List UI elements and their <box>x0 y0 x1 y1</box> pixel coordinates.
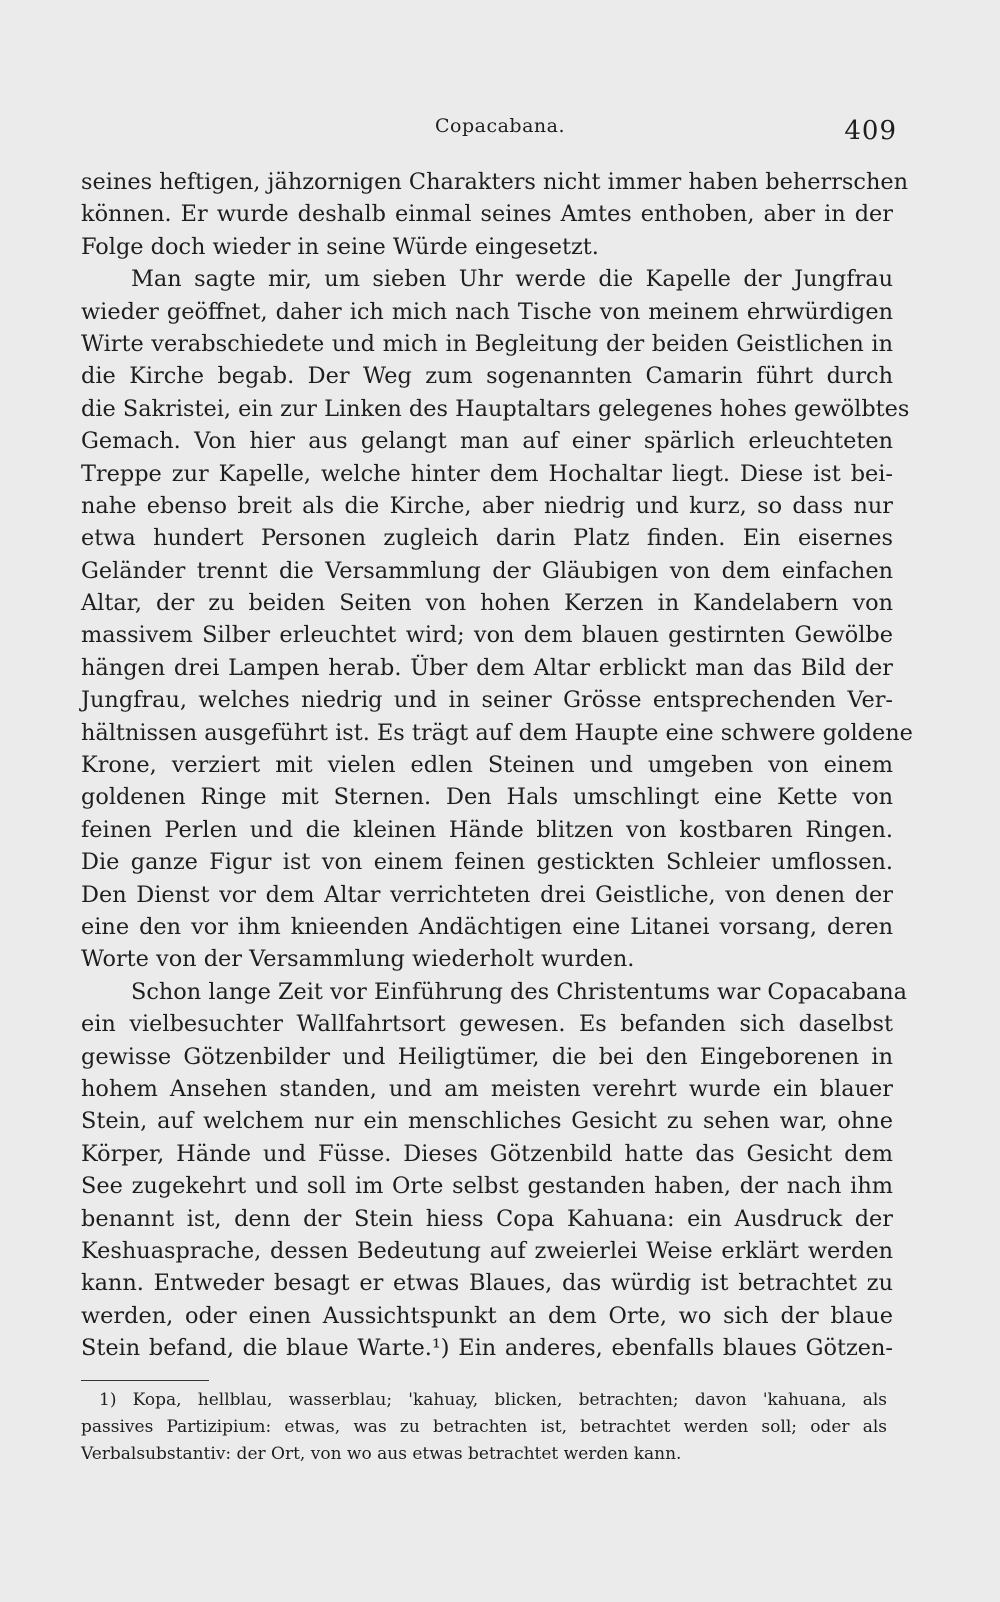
text-line: können. Er wurde deshalb einmal seines Amtes enthoben, aber in der <box>81 201 893 228</box>
text-line: seines heftigen, jähzornigen Charakters nicht immer haben beherrschen <box>81 169 909 195</box>
text-line: Folge doch wieder in seine Würde eingesetzt. <box>81 233 599 260</box>
text-line: See zugekehrt und soll im Orte selbst gestanden haben, der nach ihm <box>81 1173 893 1200</box>
text-line: goldenen Ringe mit Sternen. Den Hals umschlingt eine Kette von <box>81 784 893 811</box>
footnote-line: 1) Kopa, hellblau, wasserblau; 'kahuay, blicken, betrachten; davon 'kahuana, als <box>99 1390 887 1410</box>
text-line: Jungfrau, welches niedrig und in seiner Grösse entsprechenden Ver- <box>81 687 893 714</box>
footnote-divider <box>81 1380 209 1381</box>
text-line: gewisse Götzenbilder und Heiligtümer, die bei den Eingeborenen in <box>81 1043 893 1070</box>
text-line: die Kirche begab. Der Weg zum sogenannten Camarin führt durch <box>81 363 893 390</box>
text-line: Man sagte mir, um sieben Uhr werde die Kapelle der Jungfrau <box>131 266 893 293</box>
footnotes <box>81 1387 887 1468</box>
text-line: Stein befand, die blaue Warte.¹) Ein anderes, ebenfalls blaues Götzen- <box>81 1335 893 1362</box>
text-line: Gemach. Von hier aus gelangt man auf einer spärlich erleuchteten <box>81 428 893 455</box>
text-line: kann. Entweder besagt er etwas Blaues, das würdig ist betrachtet zu <box>81 1270 893 1297</box>
text-line: feinen Perlen und die kleinen Hände blitzen von kostbaren Ringen. <box>81 816 893 843</box>
text-line: Den Dienst vor dem Altar verrichteten drei Geistliche, von denen der <box>81 881 893 908</box>
page-number: 409 <box>844 116 897 146</box>
text-line: massivem Silber erleuchtet wird; von dem blauen gestirnten Gewölbe <box>81 622 893 649</box>
text-line: hängen drei Lampen herab. Über dem Altar erblickt man das Bild der <box>81 654 893 681</box>
running-title: Copacabana. <box>434 115 566 137</box>
footnote-line: Verbalsubstantiv: der Ort, von wo aus etwas betrachtet werden kann. <box>81 1444 682 1464</box>
text-line: benannt ist, denn der Stein hiess Copa Kahuana: ein Ausdruck der <box>81 1205 893 1232</box>
text-line: Geländer trennt die Versammlung der Gläubigen von dem einfachen <box>81 557 893 584</box>
footnote-line: passives Partizipium: etwas, was zu betrachten ist, betrachtet werden soll; oder als <box>81 1417 887 1437</box>
text-line: Stein, auf welchem nur ein menschliches Gesicht zu sehen war, ohne <box>81 1108 893 1135</box>
text-line: hältnissen ausgeführt ist. Es trägt auf dem Haupte eine schwere goldene <box>81 719 913 746</box>
text-line: Wirte verabschiedete und mich in Begleitung der beiden Geistlichen in <box>81 330 893 357</box>
text-line: Die ganze Figur ist von einem feinen gestickten Schleier umflossen. <box>81 849 893 876</box>
text-line: werden, oder einen Aussichtspunkt an dem Orte, wo sich der blaue <box>81 1302 893 1329</box>
text-line: Keshuasprache, dessen Bedeutung auf zweierlei Weise erklärt werden <box>81 1237 893 1264</box>
text-line: Treppe zur Kapelle, welche hinter dem Hochaltar liegt. Diese ist bei- <box>81 460 893 487</box>
text-line: etwa hundert Personen zugleich darin Platz finden. Ein eisernes <box>81 525 893 552</box>
text-line: Körper, Hände und Füsse. Dieses Götzenbild hatte das Gesicht dem <box>81 1140 893 1167</box>
text-line: die Sakristei, ein zur Linken des Hauptaltars gelegenes hohes gewölbtes <box>81 395 910 422</box>
text-line: Altar, der zu beiden Seiten von hohen Kerzen in Kandelabern von <box>81 590 893 617</box>
text-line: Schon lange Zeit vor Einführung des Christentums war Copacabana <box>131 978 908 1005</box>
text-line: nahe ebenso breit als die Kirche, aber niedrig und kurz, so dass nur <box>81 492 893 519</box>
text-line: ein vielbesuchter Wallfahrtsort gewesen. Es befanden sich daselbst <box>81 1011 893 1038</box>
text-line: hohem Ansehen standen, und am meisten verehrt wurde ein blauer <box>81 1075 893 1102</box>
text-line: eine den vor ihm knieenden Andächtigen eine Litanei vorsang, deren <box>81 913 893 940</box>
body-text <box>81 166 913 1364</box>
text-line: Krone, verziert mit vielen edlen Steinen und umgeben von einem <box>81 752 893 779</box>
text-line: wieder geöffnet, daher ich mich nach Tische von meinem ehrwürdigen <box>81 298 893 325</box>
text-line: Worte von der Versammlung wiederholt wurden. <box>81 946 635 973</box>
